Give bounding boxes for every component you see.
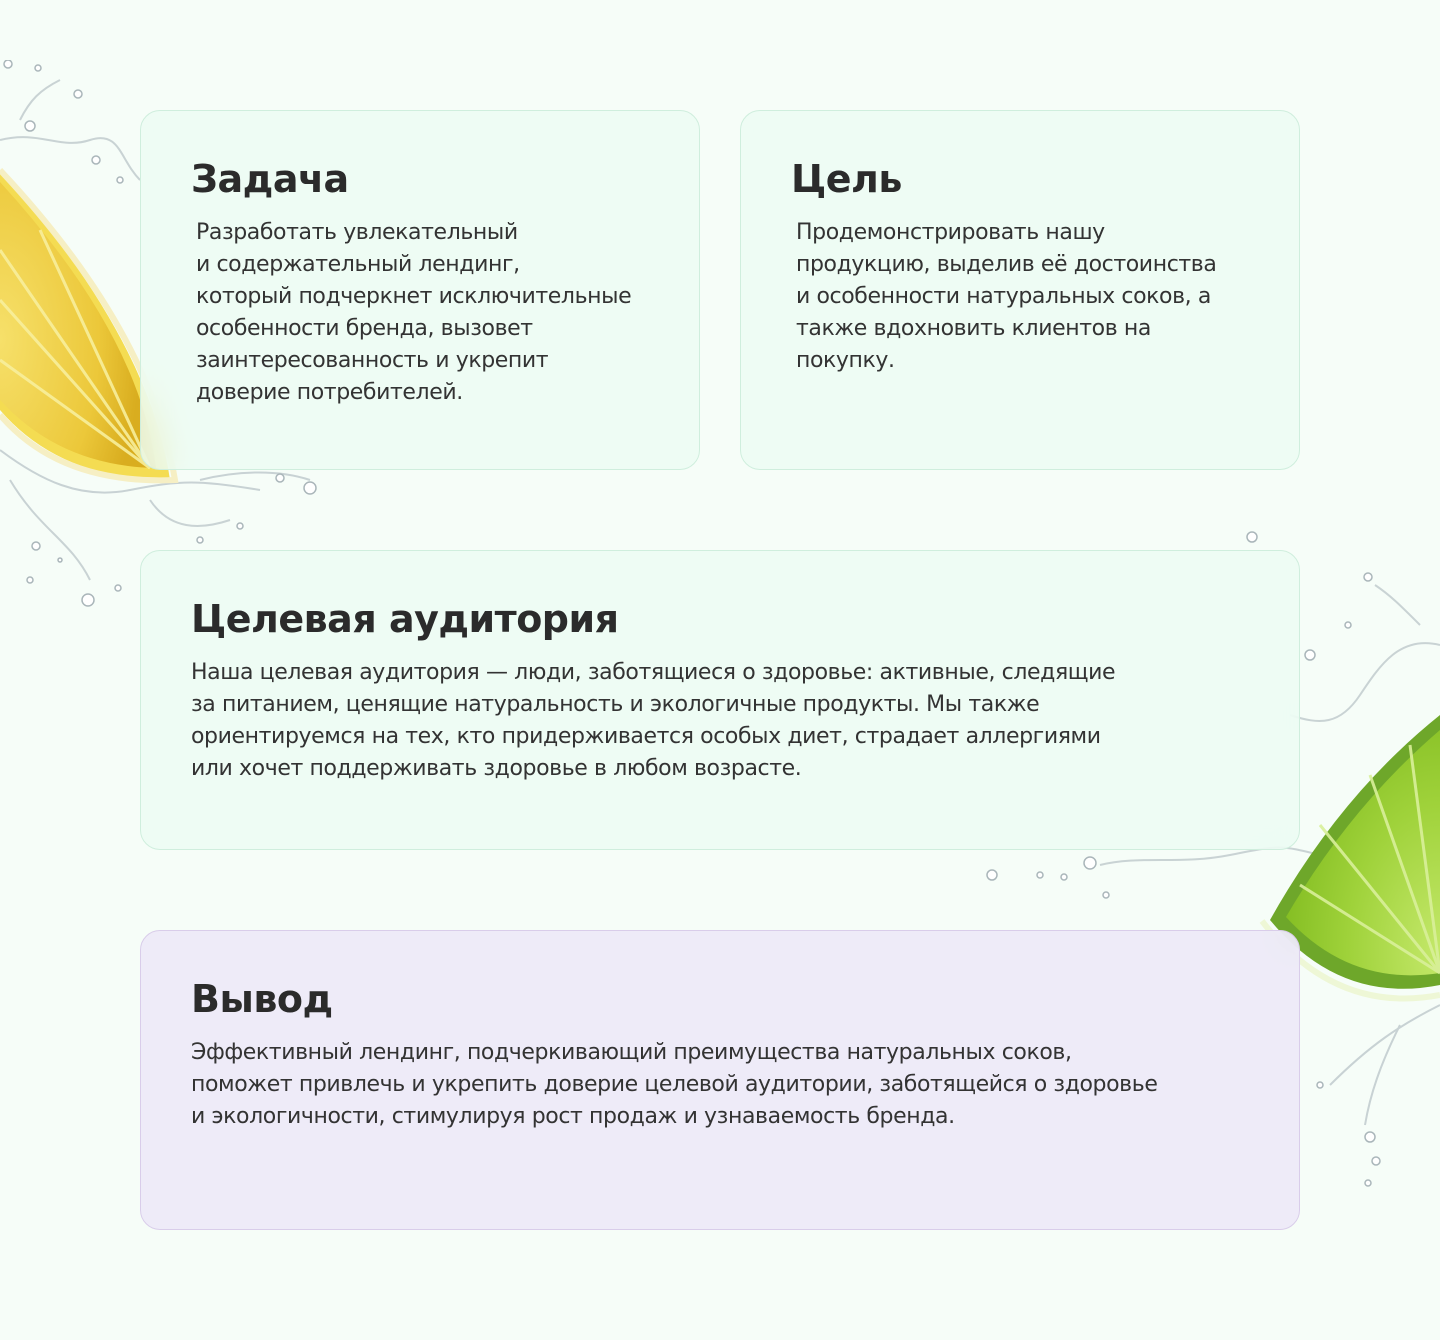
result-card: [140, 930, 1300, 1230]
audience-card: [140, 550, 1300, 850]
text-line: также вдохновить клиентов на: [796, 316, 1151, 341]
goal-card-text: [791, 217, 1259, 377]
audience-card-text: [191, 657, 1179, 785]
goal-card: [740, 110, 1300, 470]
text-line: Продемонстрировать нашу: [796, 220, 1105, 245]
text-line: Разработать увлекательный: [196, 220, 518, 245]
goal-card-title: Цель: [791, 157, 902, 201]
result-card-text: [191, 1037, 1219, 1133]
text-line: доверие потребителей.: [196, 380, 463, 405]
text-line: или хочет поддерживать здоровье в любом возрасте.: [191, 756, 802, 781]
task-card: [140, 110, 700, 470]
task-card-title: Задача: [191, 157, 349, 201]
text-line: поможет привлечь и укрепить доверие целевой аудитории, заботящейся о здоровье: [191, 1072, 1158, 1097]
text-line: продукцию, выделив её достоинства: [796, 252, 1217, 277]
text-line: Эффективный лендинг, подчеркивающий преимущества натуральных соков,: [191, 1040, 1072, 1065]
text-line: и особенности натуральных соков, а: [796, 284, 1211, 309]
text-line: заинтересованность и укрепит: [196, 348, 549, 373]
text-line: особенности бренда, вызовет: [196, 316, 533, 341]
text-line: покупку.: [796, 348, 895, 373]
text-line: который подчеркнет исключительные: [196, 284, 632, 309]
text-line: Наша целевая аудитория — люди, заботящиеся о здоровье: активные, следящие: [191, 660, 1116, 685]
text-line: и содержательный лендинг,: [196, 252, 520, 277]
audience-card-title: Целевая аудитория: [191, 597, 619, 641]
text-line: и экологичности, стимулируя рост продаж и узнаваемость бренда.: [191, 1104, 955, 1129]
result-card-title: Вывод: [191, 977, 333, 1021]
task-card-text: [191, 217, 659, 409]
text-line: ориентируемся на тех, кто придерживается особых диет, страдает аллергиями: [191, 724, 1101, 749]
text-line: за питанием, ценящие натуральность и экологичные продукты. Мы также: [191, 692, 1040, 717]
